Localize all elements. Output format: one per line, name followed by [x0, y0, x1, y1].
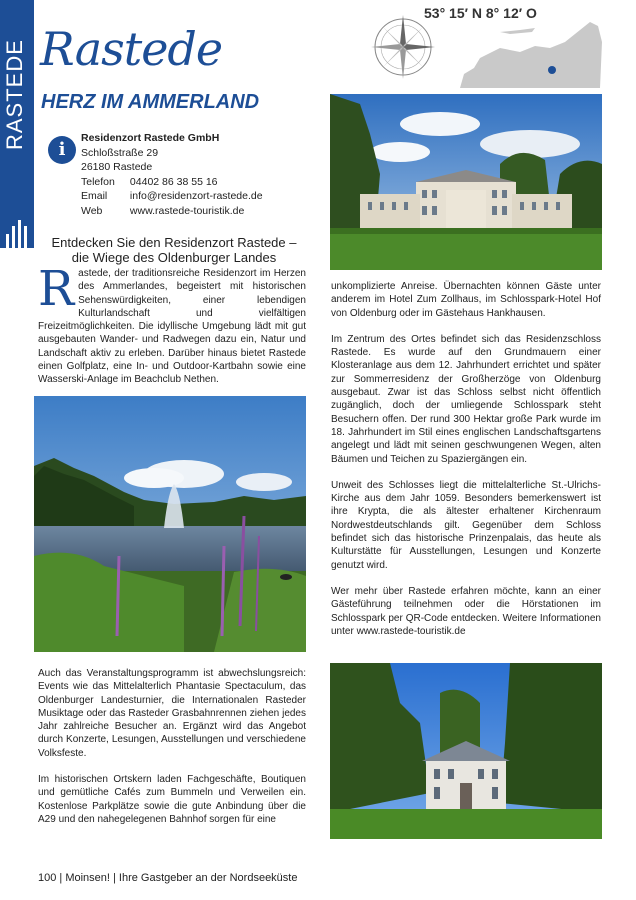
villa-photo — [330, 663, 602, 839]
coordinates: 53° 15′ N 8° 12′ O — [424, 5, 537, 21]
contact-web-row — [81, 204, 263, 219]
contact-web-link[interactable]: www.rastede-touristik.de — [129, 204, 245, 217]
more-info-paragraph: Wer mehr über Rastede erfahren möchte, kann an einer Gästeführung teilnehmen oder die Hörstationen im Schlosspark per QR-Code entdecken. Weitere Informationen unter www.rastede-touristik.de — [331, 585, 601, 637]
intro-heading-line2: die Wiege des Oldenburger Landes — [71, 250, 277, 265]
page-title: Rastede — [40, 22, 223, 76]
region-map-icon — [440, 18, 605, 90]
side-label: RASTEDE — [2, 39, 27, 150]
left-lower-text — [38, 667, 306, 839]
contact-web-label: Web — [81, 204, 103, 217]
contact-email-link[interactable]: info@residenzort-rastede.de — [129, 190, 263, 202]
intro-heading-line1: Entdecken Sie den Residenzort Rastede – — [51, 235, 297, 250]
contact-city: 26180 Rastede — [81, 161, 153, 173]
contact-email-label: Email — [81, 190, 108, 202]
intro-paragraph: astede, der traditionsreiche Residenzort im Herzen des Ammerlandes, begeistert mit historischen Sehenswürdigkeiten, einer lebendigen Kulturlandschaft und vielfältigen Freizeitmöglichkeiten. Die idyllische Umgebung lädt mit gut ausgebauten Wander- und Radwegen dazu ein, Natur und Landschaft aktiv zu erleben. Darüber hinaus bietet Rastede einen Golfplatz, eine In- und Outdoor-Kartbahn sowie eine Wasserski-Anlage im Beachclub Nethen. — [38, 268, 306, 386]
church-paragraph: Unweit des Schlosses liegt die mittelalterliche St.-Ulrichs-Kirche aus dem Jahr 1059. Besonders bemerkenswert ist ihre Krypta, die als ältester erhaltener Kirchenraum Nordwestdeutschlands gilt. Gegenüber dem Schloss befindet sich das historische Prinzenpalais, das heute als Kulturstätte für Ausstellungen, Lesungen und Konzerte genutzt wird. — [331, 479, 601, 571]
page-footer: 100 | Moinsen! | Ihre Gastgeber an der Nordseeküste — [38, 872, 298, 884]
palace-paragraph: Im Zentrum des Ortes befindet sich das Residenzschloss Rastede. Es wurde auf den Grundmauern einer Klosteranlage aus dem 12. Jahrhundert errichtet und später zur Sommerresidenz der Großherzöge von Oldenburg ausgebaut. Zwar ist das Schloss selbst nicht öffentlich zugänglich, doch der umliegende Schlosspark steht Besuchern offen. Der rund 300 Hektar große Park wurde im 18. Jahrhundert im Stil eines englischen Landschaftsgartens angelegt und lädt mit seinen geschwungenen Wegen, alten Bäumen und Teichen zu Spaziergängen ein. — [331, 333, 601, 465]
info-icon: i — [48, 136, 76, 164]
contact-phone-label: Telefon — [81, 175, 115, 188]
intro-heading — [38, 235, 310, 265]
drop-cap: R — [38, 261, 75, 317]
lake-fountain-photo — [34, 396, 306, 652]
compass-rose-icon — [368, 12, 438, 82]
castle-photo — [330, 94, 602, 270]
contact-email-row — [81, 189, 263, 204]
contact-company: Residenzort Rastede GmbH — [81, 132, 220, 144]
side-stripes — [0, 218, 34, 248]
contact-phone-row — [81, 175, 263, 190]
contact-block — [81, 131, 263, 218]
side-bar — [0, 0, 34, 248]
events-paragraph: Auch das Veranstaltungsprogramm ist abwechslungsreich: Events wie das Mittelalterlich Phantasie Spectaculum, das Oldenburger Landesturnier, die Internationalen Rasteder Musiktage oder das Rasteder Grasbahnrennen ziehen jedes Jahr zahlreiche Besucher an. Ergänzt wird das Angebot durch Konzerte, Lesungen, Ausstellungen und verschiedene Volksfeste. — [38, 668, 306, 759]
contact-phone[interactable]: 04402 86 38 55 16 — [129, 175, 218, 188]
arrival-paragraph: unkomplizierte Anreise. Übernachten können Gäste unter anderem im Hotel Zum Zollhaus, im Schlosspark-Hotel Hof von Oldenburg oder im Gästehaus Hankhausen. — [331, 281, 601, 319]
page-subtitle: HERZ IM AMMERLAND — [41, 91, 260, 113]
contact-street: Schloßstraße 29 — [81, 146, 159, 159]
intro-text — [38, 261, 306, 387]
right-column-text — [331, 280, 601, 651]
town-center-paragraph: Im historischen Ortskern laden Fachgeschäfte, Boutiquen und gemütliche Cafés zum Bummeln und Verweilen ein. Kostenlose Parkplätze sowie die gute Anbindung über die A29 und den nahegelegenen Bahnhof sorgen für eine — [38, 774, 306, 825]
